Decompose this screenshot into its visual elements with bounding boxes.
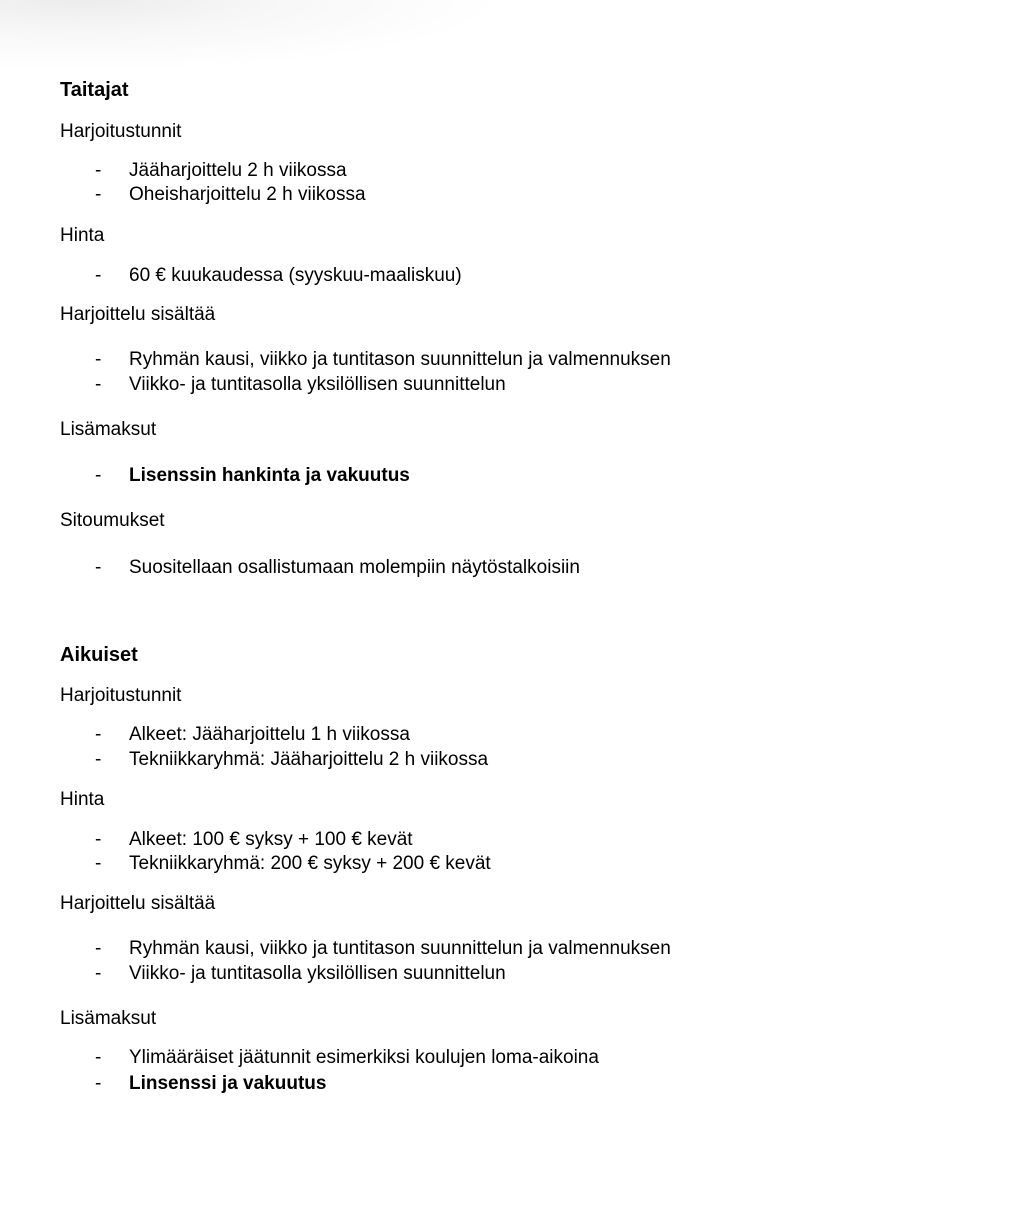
group-label: Lisämaksut [60, 419, 157, 440]
bullet-dash: - [95, 1073, 102, 1094]
list-item-text: Alkeet: Jääharjoittelu 1 h viikossa [129, 724, 410, 745]
list-item-text: Viikko- ja tuntitasolla yksilöllisen suunnittelun [129, 963, 506, 984]
list-item-text: Jääharjoittelu 2 h viikossa [129, 160, 347, 181]
list-item-text: Ryhmän kausi, viikko ja tuntitason suunnittelun ja valmennuksen [129, 938, 671, 959]
bullet-dash: - [95, 853, 102, 874]
list-item-text: Alkeet: 100 € syksy + 100 € kevät [129, 829, 413, 850]
bullet-dash: - [95, 557, 102, 578]
list-item-text: Ryhmän kausi, viikko ja tuntitason suunnittelun ja valmennuksen [129, 349, 671, 370]
bullet-dash: - [95, 1047, 102, 1068]
list-item-text: Suositellaan osallistumaan molempiin näytöstalkoisiin [129, 557, 580, 578]
group-label: Lisämaksut [60, 1008, 157, 1029]
bullet-dash: - [95, 349, 102, 370]
bullet-dash: - [95, 184, 102, 205]
bullet-dash: - [95, 265, 102, 286]
list-item-text: Viikko- ja tuntitasolla yksilöllisen suunnittelun [129, 374, 506, 395]
list-item-text: Tekniikkaryhmä: 200 € syksy + 200 € kevät [129, 853, 491, 874]
bullet-dash: - [95, 938, 102, 959]
bullet-dash: - [95, 829, 102, 850]
bullet-dash: - [95, 465, 102, 486]
list-item-text: Lisenssin hankinta ja vakuutus [129, 465, 410, 486]
bullet-dash: - [95, 160, 102, 181]
group-label: Hinta [60, 225, 105, 246]
bullet-dash: - [95, 374, 102, 395]
bullet-dash: - [95, 724, 102, 745]
group-label: Sitoumukset [60, 510, 165, 531]
bullet-dash: - [95, 963, 102, 984]
section-title-taitajat: Taitajat [60, 79, 129, 101]
list-item-text: Linsenssi ja vakuutus [129, 1073, 327, 1094]
group-label: Harjoitustunnit [60, 121, 182, 142]
list-item-text: Ylimääräiset jäätunnit esimerkiksi koulujen loma-aikoina [129, 1047, 599, 1068]
group-label: Harjoittelu sisältää [60, 304, 216, 325]
group-label: Hinta [60, 789, 105, 810]
section-title-aikuiset: Aikuiset [60, 644, 138, 666]
list-item-text: Oheisharjoittelu 2 h viikossa [129, 184, 366, 205]
group-label: Harjoitustunnit [60, 685, 182, 706]
bullet-dash: - [95, 749, 102, 770]
list-item-text: Tekniikkaryhmä: Jääharjoittelu 2 h viikossa [129, 749, 489, 770]
list-item-text: 60 € kuukaudessa (syyskuu-maaliskuu) [129, 265, 462, 286]
group-label: Harjoittelu sisältää [60, 893, 216, 914]
